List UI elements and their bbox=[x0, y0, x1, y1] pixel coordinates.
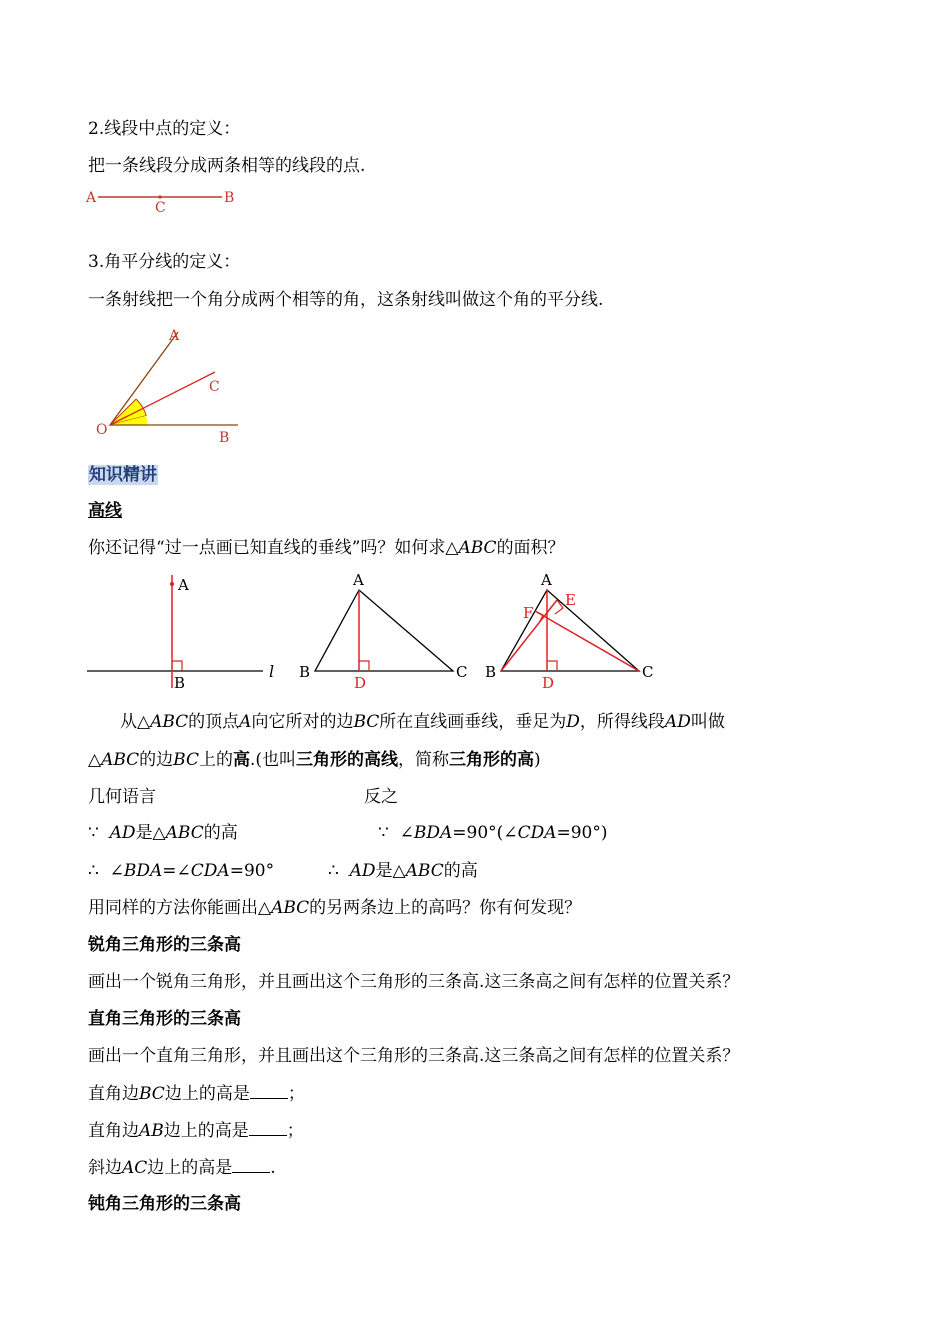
tri1-label-d: D bbox=[354, 674, 367, 692]
tri2-label-a: A bbox=[541, 571, 552, 589]
ac-answer-blank[interactable] bbox=[232, 1156, 270, 1173]
ab-altitude-question: 直角边AB边上的高是 ； bbox=[88, 1121, 304, 1141]
ab-answer-blank[interactable] bbox=[249, 1119, 287, 1136]
other-altitudes-question: 用同样的方法你能画出△ABC的另两条边上的高吗？你有何发现？ bbox=[88, 898, 582, 918]
segment-figure bbox=[80, 185, 250, 215]
geometry-language-heading: 几何语言 bbox=[88, 787, 156, 807]
tri1-label-b: B bbox=[299, 663, 311, 681]
bisector-title: 3.角平分线的定义： bbox=[88, 252, 241, 272]
midpoint-definition: 把一条线段分成两条相等的线段的点. bbox=[88, 156, 366, 176]
triangle-abc bbox=[315, 590, 453, 671]
perp-label-a: A bbox=[178, 576, 189, 594]
angle-label-b: B bbox=[219, 430, 230, 446]
triangle-three-altitudes-figure bbox=[485, 570, 670, 695]
knowledge-tag: 知识精讲 bbox=[89, 465, 157, 485]
right-triangle-text: 画出一个直角三角形，并且画出这个三角形的三条高.这三条高之间有怎样的位置关系？ bbox=[88, 1046, 740, 1066]
tri2-label-c: C bbox=[642, 663, 654, 681]
bc-altitude-question: 直角边BC边上的高是 ； bbox=[88, 1084, 305, 1104]
right-angle-mark bbox=[172, 661, 182, 671]
angle-figure bbox=[90, 320, 260, 450]
midpoint-title: 2.线段中点的定义： bbox=[88, 119, 241, 139]
area-question: 你还记得“过一点画已知直线的垂线”吗？如何求△ABC的面积？ bbox=[88, 538, 565, 558]
right-angle-mark-f bbox=[535, 611, 543, 623]
angle-label-a: A bbox=[169, 328, 180, 344]
right-angle-mark-d bbox=[359, 661, 369, 671]
right-angle-mark-d2 bbox=[547, 661, 557, 671]
triangle-altitude-figure bbox=[295, 570, 480, 695]
altitude-definition-line1: 从△ABC的顶点A向它所对的边BC所在直线画垂线，垂足为D，所得线段AD叫做 bbox=[120, 712, 725, 732]
midpoint-c-dot bbox=[158, 195, 161, 198]
altitude-cf bbox=[535, 611, 639, 671]
altitude-definition-line2: △ABC的边BC上的高.(也叫三角形的高线，简称三角形的高) bbox=[88, 750, 541, 770]
segment-label-b: B bbox=[224, 190, 235, 206]
tri2-label-f: F bbox=[523, 604, 534, 622]
acute-triangle-text: 画出一个锐角三角形，并且画出这个三角形的三条高.这三条高之间有怎样的位置关系？ bbox=[88, 972, 740, 992]
altitude-heading: 高线 bbox=[88, 501, 122, 521]
tri2-label-e: E bbox=[565, 591, 576, 609]
tri2-label-b: B bbox=[485, 663, 497, 681]
perp-label-l: l bbox=[269, 662, 275, 681]
converse-heading: 反之 bbox=[364, 787, 398, 807]
acute-triangle-title: 锐角三角形的三条高 bbox=[88, 935, 241, 955]
tri1-label-c: C bbox=[456, 663, 468, 681]
angle-label-o: O bbox=[96, 422, 108, 438]
geometry-therefore-line: ∴ ∠BDA=∠CDA=90° bbox=[88, 861, 275, 881]
bisector-definition: 一条射线把一个角分成两个相等的角，这条射线叫做这个角的平分线. bbox=[88, 290, 604, 310]
perp-label-b: B bbox=[174, 674, 186, 692]
obtuse-triangle-title: 钝角三角形的三条高 bbox=[88, 1194, 241, 1214]
bc-answer-blank[interactable] bbox=[250, 1082, 288, 1099]
tri2-label-d: D bbox=[542, 674, 555, 692]
converse-because-line: ∵ ∠BDA=90°(∠CDA=90°) bbox=[378, 823, 608, 843]
segment-label-a: A bbox=[86, 190, 97, 206]
converse-therefore-line: ∴ AD是△ABC的高 bbox=[328, 861, 478, 881]
tri1-label-a: A bbox=[353, 571, 364, 589]
right-triangle-title: 直角三角形的三条高 bbox=[88, 1009, 241, 1029]
ac-altitude-question: 斜边AC边上的高是 . bbox=[88, 1158, 276, 1178]
perpendicular-figure bbox=[85, 570, 285, 695]
geometry-because-line: ∵ AD是△ABC的高 bbox=[88, 823, 238, 843]
point-a-dot bbox=[170, 582, 174, 586]
segment-label-c: C bbox=[155, 200, 166, 216]
ray-oc bbox=[110, 372, 215, 425]
angle-label-c: C bbox=[209, 379, 220, 395]
